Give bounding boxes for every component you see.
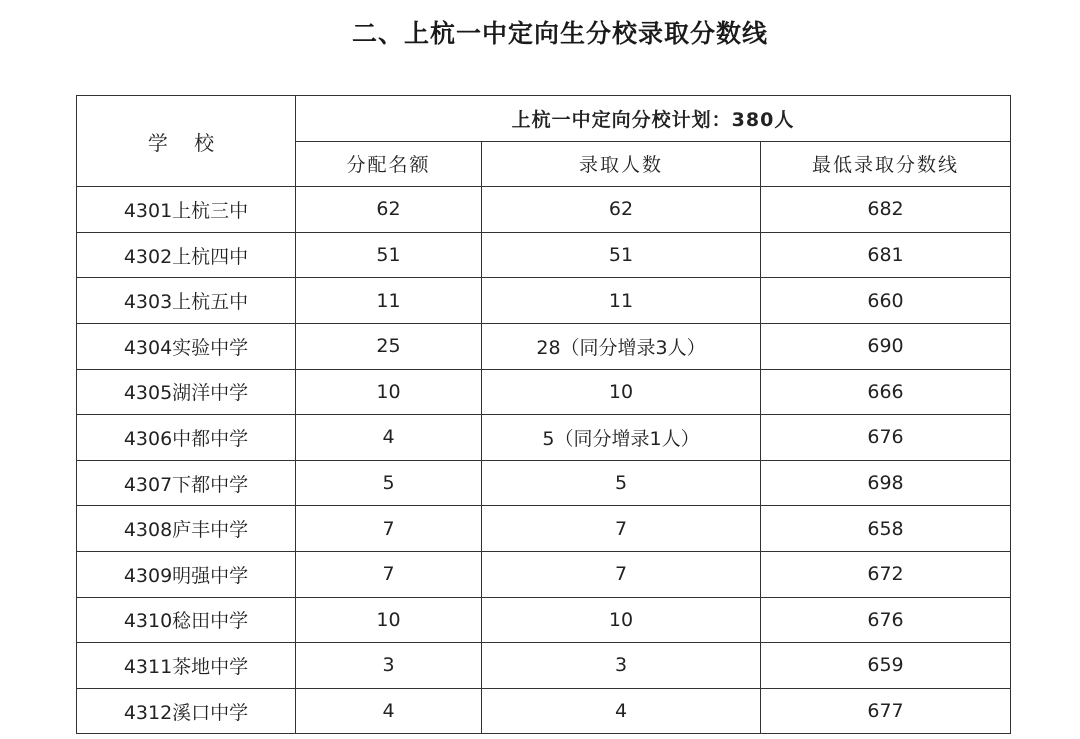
admitted-cell: 62 bbox=[482, 187, 761, 233]
quota-cell: 11 bbox=[296, 278, 482, 324]
admitted-cell: 10 bbox=[482, 369, 761, 415]
admitted-cell: 3 bbox=[482, 643, 761, 689]
quota-cell: 5 bbox=[296, 460, 482, 506]
admitted-cell: 5（同分增录1人） bbox=[482, 415, 761, 461]
min-score-cell: 677 bbox=[761, 688, 1011, 734]
school-cell: 4305湖洋中学 bbox=[77, 369, 296, 415]
quota-cell: 3 bbox=[296, 643, 482, 689]
min-score-cell: 659 bbox=[761, 643, 1011, 689]
quota-column-header: 分配名额 bbox=[296, 141, 482, 187]
school-cell: 4304实验中学 bbox=[77, 323, 296, 369]
admitted-cell: 51 bbox=[482, 232, 761, 278]
min-score-cell: 681 bbox=[761, 232, 1011, 278]
school-cell: 4312溪口中学 bbox=[77, 688, 296, 734]
admitted-cell: 28（同分增录3人） bbox=[482, 323, 761, 369]
min-score-cell: 698 bbox=[761, 460, 1011, 506]
min-score-cell: 690 bbox=[761, 323, 1011, 369]
school-cell: 4308庐丰中学 bbox=[77, 506, 296, 552]
min-score-cell: 660 bbox=[761, 278, 1011, 324]
admitted-column-header: 录取人数 bbox=[482, 141, 761, 187]
admitted-cell: 4 bbox=[482, 688, 761, 734]
quota-cell: 4 bbox=[296, 415, 482, 461]
admitted-cell: 10 bbox=[482, 597, 761, 643]
table-row bbox=[77, 460, 1011, 506]
admission-score-table bbox=[76, 95, 1011, 734]
table-row bbox=[77, 597, 1011, 643]
school-cell: 4310稔田中学 bbox=[77, 597, 296, 643]
table-row bbox=[77, 187, 1011, 233]
table-row bbox=[77, 688, 1011, 734]
quota-cell: 7 bbox=[296, 506, 482, 552]
quota-cell: 62 bbox=[296, 187, 482, 233]
table-header-row bbox=[77, 96, 1011, 142]
admitted-cell: 7 bbox=[482, 551, 761, 597]
school-cell: 4307下都中学 bbox=[77, 460, 296, 506]
table-row bbox=[77, 506, 1011, 552]
school-cell: 4311茶地中学 bbox=[77, 643, 296, 689]
min-score-cell: 676 bbox=[761, 415, 1011, 461]
quota-cell: 4 bbox=[296, 688, 482, 734]
admitted-cell: 5 bbox=[482, 460, 761, 506]
table-row bbox=[77, 232, 1011, 278]
school-column-header: 学 校 bbox=[77, 96, 296, 187]
table-row bbox=[77, 369, 1011, 415]
school-cell: 4309明强中学 bbox=[77, 551, 296, 597]
table-row bbox=[77, 643, 1011, 689]
min-score-cell: 682 bbox=[761, 187, 1011, 233]
table-row bbox=[77, 551, 1011, 597]
admitted-cell: 7 bbox=[482, 506, 761, 552]
table-row bbox=[77, 323, 1011, 369]
quota-cell: 7 bbox=[296, 551, 482, 597]
school-cell: 4301上杭三中 bbox=[77, 187, 296, 233]
min-score-cell: 666 bbox=[761, 369, 1011, 415]
table-row bbox=[77, 278, 1011, 324]
table-row bbox=[77, 415, 1011, 461]
admitted-cell: 11 bbox=[482, 278, 761, 324]
quota-cell: 51 bbox=[296, 232, 482, 278]
min-score-cell: 672 bbox=[761, 551, 1011, 597]
school-cell: 4306中都中学 bbox=[77, 415, 296, 461]
school-cell: 4303上杭五中 bbox=[77, 278, 296, 324]
quota-cell: 10 bbox=[296, 597, 482, 643]
school-cell: 4302上杭四中 bbox=[77, 232, 296, 278]
min-score-cell: 676 bbox=[761, 597, 1011, 643]
quota-cell: 10 bbox=[296, 369, 482, 415]
quota-cell: 25 bbox=[296, 323, 482, 369]
min-score-column-header: 最低录取分数线 bbox=[761, 141, 1011, 187]
min-score-cell: 658 bbox=[761, 506, 1011, 552]
plan-header: 上杭一中定向分校计划：380人 bbox=[296, 96, 1011, 142]
document-title: 二、上杭一中定向生分校录取分数线 bbox=[351, 19, 768, 48]
